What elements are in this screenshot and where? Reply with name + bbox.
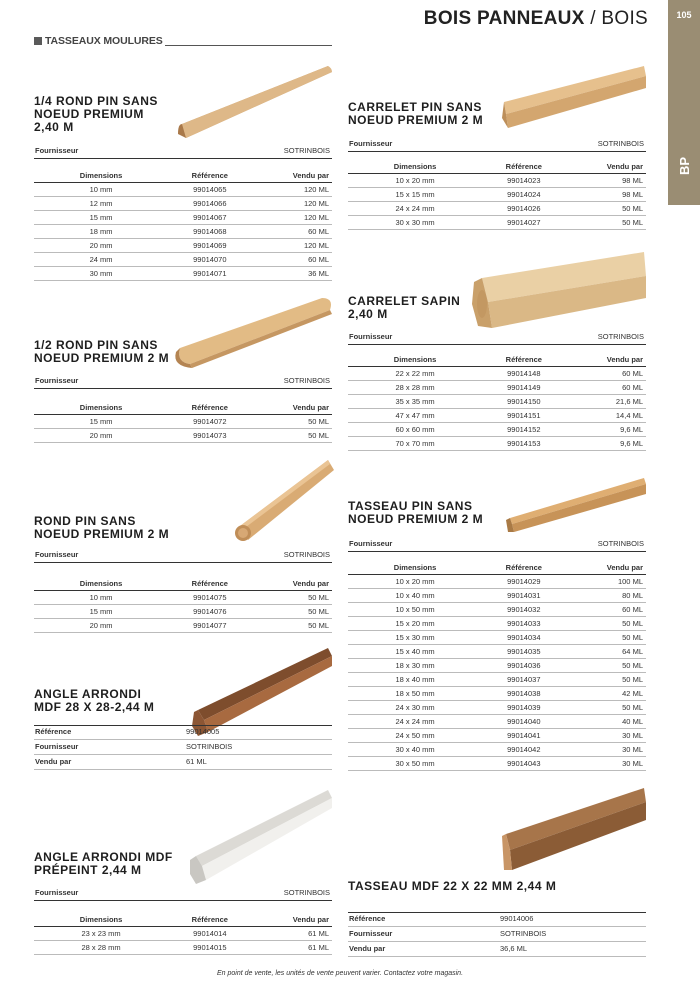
col-sold-by: Vendu par bbox=[252, 168, 332, 182]
product-title: TASSEAU MDF 22 X 22 MM 2,44 M bbox=[348, 879, 557, 893]
cell-dimension: 15 x 40 mm bbox=[348, 644, 482, 658]
cell-sold-by: 64 ML bbox=[566, 644, 646, 658]
detail-value: SOTRINBOIS bbox=[186, 742, 233, 751]
detail-value: 99014005 bbox=[186, 727, 220, 736]
cell-sold-by: 50 ML bbox=[566, 658, 646, 672]
product-title: ROND PIN SANS NOEUD PREMIUM 2 M bbox=[34, 514, 170, 541]
cell-dimension: 15 mm bbox=[34, 210, 168, 224]
cell-sold-by: 50 ML bbox=[252, 590, 332, 604]
cell-dimension: 15 x 15 mm bbox=[348, 187, 482, 201]
section-square-icon bbox=[34, 37, 42, 45]
cell-sold-by: 50 ML bbox=[252, 604, 332, 618]
detail-row bbox=[348, 912, 646, 927]
cell-sold-by: 50 ML bbox=[566, 672, 646, 686]
cell-reference: 99014031 bbox=[482, 588, 565, 602]
col-reference: Référence bbox=[482, 560, 565, 574]
table-row bbox=[348, 588, 646, 602]
page-title-main: BOIS PANNEAUX bbox=[423, 8, 585, 29]
supplier-value: SOTRINBOIS bbox=[597, 332, 644, 341]
cell-reference: 99014036 bbox=[482, 658, 565, 672]
col-sold-by: Vendu par bbox=[252, 912, 332, 926]
cell-sold-by: 30 ML bbox=[566, 728, 646, 742]
cell-sold-by: 60 ML bbox=[566, 380, 646, 394]
product-carrelet-pin bbox=[348, 62, 646, 242]
spec-table bbox=[34, 400, 332, 443]
cell-dimension: 15 mm bbox=[34, 414, 168, 428]
cell-reference: 99014038 bbox=[482, 686, 565, 700]
cell-reference: 99014149 bbox=[482, 380, 565, 394]
cell-reference: 99014035 bbox=[482, 644, 565, 658]
spec-table bbox=[348, 560, 646, 771]
cell-reference: 99014152 bbox=[482, 422, 565, 436]
col-reference: Référence bbox=[168, 576, 251, 590]
table-row bbox=[348, 756, 646, 770]
cell-dimension: 10 x 50 mm bbox=[348, 602, 482, 616]
cell-sold-by: 100 ML bbox=[566, 574, 646, 588]
cell-dimension: 30 x 40 mm bbox=[348, 742, 482, 756]
detail-row bbox=[34, 755, 332, 770]
supplier-label: Fournisseur bbox=[349, 139, 393, 148]
col-sold-by: Vendu par bbox=[566, 560, 646, 574]
table-row bbox=[34, 252, 332, 266]
cell-reference: 99014066 bbox=[168, 196, 251, 210]
cell-sold-by: 98 ML bbox=[566, 173, 646, 187]
supplier-value: SOTRINBOIS bbox=[283, 888, 330, 897]
col-dimensions: Dimensions bbox=[348, 560, 482, 574]
cell-dimension: 28 x 28 mm bbox=[348, 380, 482, 394]
col-dimensions: Dimensions bbox=[34, 912, 168, 926]
table-row bbox=[348, 672, 646, 686]
page-title-sub: / BOIS bbox=[584, 8, 648, 29]
product-angle-arrondi-mdf bbox=[34, 640, 332, 780]
supplier-row bbox=[34, 548, 332, 563]
supplier-label: Fournisseur bbox=[349, 539, 393, 548]
product-title: TASSEAU PIN SANS NOEUD PREMIUM 2 M bbox=[348, 499, 484, 526]
cell-dimension: 24 x 24 mm bbox=[348, 201, 482, 215]
tasseau-pin-image bbox=[504, 474, 648, 534]
page-title bbox=[380, 8, 648, 30]
spec-table bbox=[34, 912, 332, 955]
cell-reference: 99014032 bbox=[482, 602, 565, 616]
cell-reference: 99014151 bbox=[482, 408, 565, 422]
table-row bbox=[348, 714, 646, 728]
table-row bbox=[348, 658, 646, 672]
cell-dimension: 15 x 30 mm bbox=[348, 630, 482, 644]
cell-reference: 99014037 bbox=[482, 672, 565, 686]
section-divider bbox=[165, 45, 332, 46]
detail-key: Vendu par bbox=[35, 757, 72, 766]
col-sold-by: Vendu par bbox=[252, 576, 332, 590]
table-row bbox=[34, 926, 332, 940]
cell-sold-by: 30 ML bbox=[566, 756, 646, 770]
table-row bbox=[348, 201, 646, 215]
cell-reference: 99014068 bbox=[168, 224, 251, 238]
cell-dimension: 10 mm bbox=[34, 590, 168, 604]
cell-sold-by: 50 ML bbox=[252, 618, 332, 632]
cell-dimension: 10 mm bbox=[34, 182, 168, 196]
cell-reference: 99014041 bbox=[482, 728, 565, 742]
cell-dimension: 20 mm bbox=[34, 428, 168, 442]
cell-reference: 99014023 bbox=[482, 173, 565, 187]
product-tasseau-pin bbox=[348, 474, 646, 774]
cell-dimension: 18 x 30 mm bbox=[348, 658, 482, 672]
cell-dimension: 18 x 40 mm bbox=[348, 672, 482, 686]
cell-sold-by: 50 ML bbox=[566, 215, 646, 229]
cell-sold-by: 50 ML bbox=[566, 616, 646, 630]
table-row bbox=[348, 422, 646, 436]
col-reference: Référence bbox=[482, 159, 565, 173]
cell-reference: 99014077 bbox=[168, 618, 251, 632]
cell-dimension: 24 mm bbox=[34, 252, 168, 266]
spec-table bbox=[348, 352, 646, 451]
cell-dimension: 24 x 50 mm bbox=[348, 728, 482, 742]
section-tab-label: BP bbox=[676, 156, 692, 176]
cell-sold-by: 50 ML bbox=[566, 630, 646, 644]
col-dimensions: Dimensions bbox=[34, 400, 168, 414]
cell-sold-by: 120 ML bbox=[252, 182, 332, 196]
col-reference: Référence bbox=[168, 168, 251, 182]
cell-reference: 99014075 bbox=[168, 590, 251, 604]
table-row bbox=[348, 187, 646, 201]
cell-dimension: 18 mm bbox=[34, 224, 168, 238]
cell-dimension: 23 x 23 mm bbox=[34, 926, 168, 940]
product-title: 1/2 ROND PIN SANS NOEUD PREMIUM 2 M bbox=[34, 338, 170, 365]
cell-reference: 99014014 bbox=[168, 926, 251, 940]
cell-sold-by: 61 ML bbox=[252, 940, 332, 954]
product-rond bbox=[34, 456, 332, 636]
table-row bbox=[348, 436, 646, 450]
col-reference: Référence bbox=[168, 912, 251, 926]
cell-reference: 99014040 bbox=[482, 714, 565, 728]
product-demi-rond bbox=[34, 292, 332, 442]
cell-reference: 99014065 bbox=[168, 182, 251, 196]
section-label: TASSEAUX MOULURES bbox=[45, 35, 163, 47]
detail-row bbox=[34, 740, 332, 755]
spec-table bbox=[34, 576, 332, 633]
tasseau-mdf-image bbox=[502, 784, 648, 874]
supplier-value: SOTRINBOIS bbox=[283, 376, 330, 385]
table-row bbox=[34, 266, 332, 280]
table-row bbox=[34, 940, 332, 954]
cell-sold-by: 60 ML bbox=[252, 252, 332, 266]
product-title: CARRELET PIN SANS NOEUD PREMIUM 2 M bbox=[348, 100, 484, 127]
cell-sold-by: 9,6 ML bbox=[566, 422, 646, 436]
table-row bbox=[348, 602, 646, 616]
detail-list bbox=[348, 912, 646, 957]
cell-sold-by: 30 ML bbox=[566, 742, 646, 756]
cell-reference: 99014148 bbox=[482, 366, 565, 380]
cell-reference: 99014072 bbox=[168, 414, 251, 428]
spec-table bbox=[34, 168, 332, 281]
table-row bbox=[34, 604, 332, 618]
footer-note: En point de vente, les unités de vente peuvent varier. Contactez votre magasin. bbox=[216, 970, 464, 977]
detail-key: Référence bbox=[35, 727, 72, 736]
col-dimensions: Dimensions bbox=[34, 576, 168, 590]
table-row bbox=[348, 574, 646, 588]
table-row bbox=[348, 616, 646, 630]
col-sold-by: Vendu par bbox=[252, 400, 332, 414]
table-row bbox=[348, 644, 646, 658]
spec-table bbox=[348, 159, 646, 230]
product-title: CARRELET SAPIN 2,40 M bbox=[348, 294, 461, 321]
detail-key: Fournisseur bbox=[349, 929, 393, 938]
supplier-label: Fournisseur bbox=[35, 146, 79, 155]
detail-list bbox=[34, 725, 332, 770]
table-row bbox=[348, 173, 646, 187]
table-row bbox=[34, 196, 332, 210]
table-row bbox=[34, 428, 332, 442]
col-sold-by: Vendu par bbox=[566, 159, 646, 173]
table-row bbox=[348, 394, 646, 408]
cell-reference: 99014034 bbox=[482, 630, 565, 644]
cell-reference: 99014024 bbox=[482, 187, 565, 201]
cell-sold-by: 42 ML bbox=[566, 686, 646, 700]
cell-reference: 99014071 bbox=[168, 266, 251, 280]
product-title: ANGLE ARRONDI MDF 28 X 28-2,44 M bbox=[34, 687, 155, 714]
table-row bbox=[34, 238, 332, 252]
table-row bbox=[348, 728, 646, 742]
supplier-row bbox=[34, 144, 332, 159]
cell-reference: 99014015 bbox=[168, 940, 251, 954]
carrelet-sapin-image bbox=[472, 248, 648, 332]
detail-key: Référence bbox=[349, 914, 386, 923]
col-dimensions: Dimensions bbox=[34, 168, 168, 182]
table-row bbox=[348, 630, 646, 644]
product-tasseau-mdf bbox=[348, 784, 646, 964]
cell-sold-by: 61 ML bbox=[252, 926, 332, 940]
cell-dimension: 24 x 30 mm bbox=[348, 700, 482, 714]
cell-dimension: 12 mm bbox=[34, 196, 168, 210]
cell-reference: 99014076 bbox=[168, 604, 251, 618]
rond-image bbox=[230, 456, 334, 546]
table-row bbox=[34, 618, 332, 632]
cell-reference: 99014070 bbox=[168, 252, 251, 266]
col-dimensions: Dimensions bbox=[348, 352, 482, 366]
cell-reference: 99014042 bbox=[482, 742, 565, 756]
supplier-value: SOTRINBOIS bbox=[597, 539, 644, 548]
table-row bbox=[348, 686, 646, 700]
detail-value: SOTRINBOIS bbox=[500, 929, 547, 938]
cell-dimension: 10 x 40 mm bbox=[348, 588, 482, 602]
cell-dimension: 15 mm bbox=[34, 604, 168, 618]
cell-dimension: 18 x 50 mm bbox=[348, 686, 482, 700]
table-row bbox=[348, 380, 646, 394]
cell-reference: 99014073 bbox=[168, 428, 251, 442]
table-row bbox=[34, 414, 332, 428]
cell-sold-by: 50 ML bbox=[252, 414, 332, 428]
cell-sold-by: 50 ML bbox=[252, 428, 332, 442]
cell-sold-by: 40 ML bbox=[566, 714, 646, 728]
table-row bbox=[34, 590, 332, 604]
carrelet-pin-image bbox=[500, 62, 648, 132]
cell-dimension: 30 x 50 mm bbox=[348, 756, 482, 770]
cell-dimension: 20 mm bbox=[34, 238, 168, 252]
table-row bbox=[34, 224, 332, 238]
cell-dimension: 28 x 28 mm bbox=[34, 940, 168, 954]
cell-sold-by: 9,6 ML bbox=[566, 436, 646, 450]
col-reference: Référence bbox=[168, 400, 251, 414]
supplier-value: SOTRINBOIS bbox=[283, 550, 330, 559]
table-row bbox=[348, 742, 646, 756]
supplier-label: Fournisseur bbox=[35, 888, 79, 897]
cell-sold-by: 50 ML bbox=[566, 700, 646, 714]
cell-sold-by: 80 ML bbox=[566, 588, 646, 602]
detail-key: Fournisseur bbox=[35, 742, 79, 751]
product-angle-arrondi-prepeint bbox=[34, 786, 332, 961]
cell-reference: 99014026 bbox=[482, 201, 565, 215]
cell-sold-by: 21,6 ML bbox=[566, 394, 646, 408]
supplier-row bbox=[34, 374, 332, 389]
cell-sold-by: 60 ML bbox=[566, 602, 646, 616]
cell-reference: 99014029 bbox=[482, 574, 565, 588]
cell-reference: 99014069 bbox=[168, 238, 251, 252]
detail-row bbox=[34, 725, 332, 740]
cell-dimension: 35 x 35 mm bbox=[348, 394, 482, 408]
cell-sold-by: 98 ML bbox=[566, 187, 646, 201]
detail-value: 99014006 bbox=[500, 914, 534, 923]
col-sold-by: Vendu par bbox=[566, 352, 646, 366]
cell-dimension: 24 x 24 mm bbox=[348, 714, 482, 728]
cell-sold-by: 120 ML bbox=[252, 196, 332, 210]
table-row bbox=[348, 700, 646, 714]
detail-value: 61 ML bbox=[186, 757, 207, 766]
product-quart-rond bbox=[34, 62, 332, 284]
supplier-label: Fournisseur bbox=[349, 332, 393, 341]
side-tab bbox=[668, 0, 700, 205]
detail-row bbox=[348, 942, 646, 957]
cell-dimension: 10 x 20 mm bbox=[348, 173, 482, 187]
detail-key: Vendu par bbox=[349, 944, 386, 953]
cell-sold-by: 36 ML bbox=[252, 266, 332, 280]
cell-dimension: 10 x 20 mm bbox=[348, 574, 482, 588]
table-row bbox=[348, 366, 646, 380]
cell-sold-by: 60 ML bbox=[566, 366, 646, 380]
product-carrelet-sapin bbox=[348, 248, 646, 463]
table-row bbox=[348, 215, 646, 229]
detail-row bbox=[348, 927, 646, 942]
cell-dimension: 60 x 60 mm bbox=[348, 422, 482, 436]
cell-sold-by: 60 ML bbox=[252, 224, 332, 238]
cell-reference: 99014067 bbox=[168, 210, 251, 224]
cell-reference: 99014027 bbox=[482, 215, 565, 229]
supplier-row bbox=[34, 886, 332, 901]
col-dimensions: Dimensions bbox=[348, 159, 482, 173]
table-row bbox=[34, 210, 332, 224]
detail-value: 36,6 ML bbox=[500, 944, 528, 953]
product-title: ANGLE ARRONDI MDF PRÉPEINT 2,44 M bbox=[34, 850, 173, 877]
cell-dimension: 22 x 22 mm bbox=[348, 366, 482, 380]
cell-sold-by: 120 ML bbox=[252, 238, 332, 252]
quart-rond-image bbox=[174, 62, 334, 144]
supplier-row bbox=[348, 137, 646, 152]
cell-dimension: 70 x 70 mm bbox=[348, 436, 482, 450]
cell-reference: 99014150 bbox=[482, 394, 565, 408]
cell-dimension: 30 mm bbox=[34, 266, 168, 280]
supplier-row bbox=[348, 537, 646, 552]
cell-reference: 99014033 bbox=[482, 616, 565, 630]
cell-sold-by: 14,4 ML bbox=[566, 408, 646, 422]
cell-dimension: 47 x 47 mm bbox=[348, 408, 482, 422]
cell-dimension: 15 x 20 mm bbox=[348, 616, 482, 630]
supplier-row bbox=[348, 330, 646, 345]
supplier-value: SOTRINBOIS bbox=[597, 139, 644, 148]
angle-prepeint-image bbox=[184, 786, 334, 892]
col-reference: Référence bbox=[482, 352, 565, 366]
demi-rond-image bbox=[172, 292, 334, 372]
product-title: 1/4 ROND PIN SANS NOEUD PREMIUM 2,40 M bbox=[34, 94, 158, 134]
table-row bbox=[34, 182, 332, 196]
table-row bbox=[348, 408, 646, 422]
supplier-label: Fournisseur bbox=[35, 550, 79, 559]
cell-reference: 99014153 bbox=[482, 436, 565, 450]
cell-sold-by: 50 ML bbox=[566, 201, 646, 215]
cell-dimension: 20 mm bbox=[34, 618, 168, 632]
cell-reference: 99014039 bbox=[482, 700, 565, 714]
section-header bbox=[34, 35, 332, 47]
page-number: 105 bbox=[676, 10, 692, 20]
cell-reference: 99014043 bbox=[482, 756, 565, 770]
cell-dimension: 30 x 30 mm bbox=[348, 215, 482, 229]
supplier-label: Fournisseur bbox=[35, 376, 79, 385]
supplier-value: SOTRINBOIS bbox=[283, 146, 330, 155]
cell-sold-by: 120 ML bbox=[252, 210, 332, 224]
